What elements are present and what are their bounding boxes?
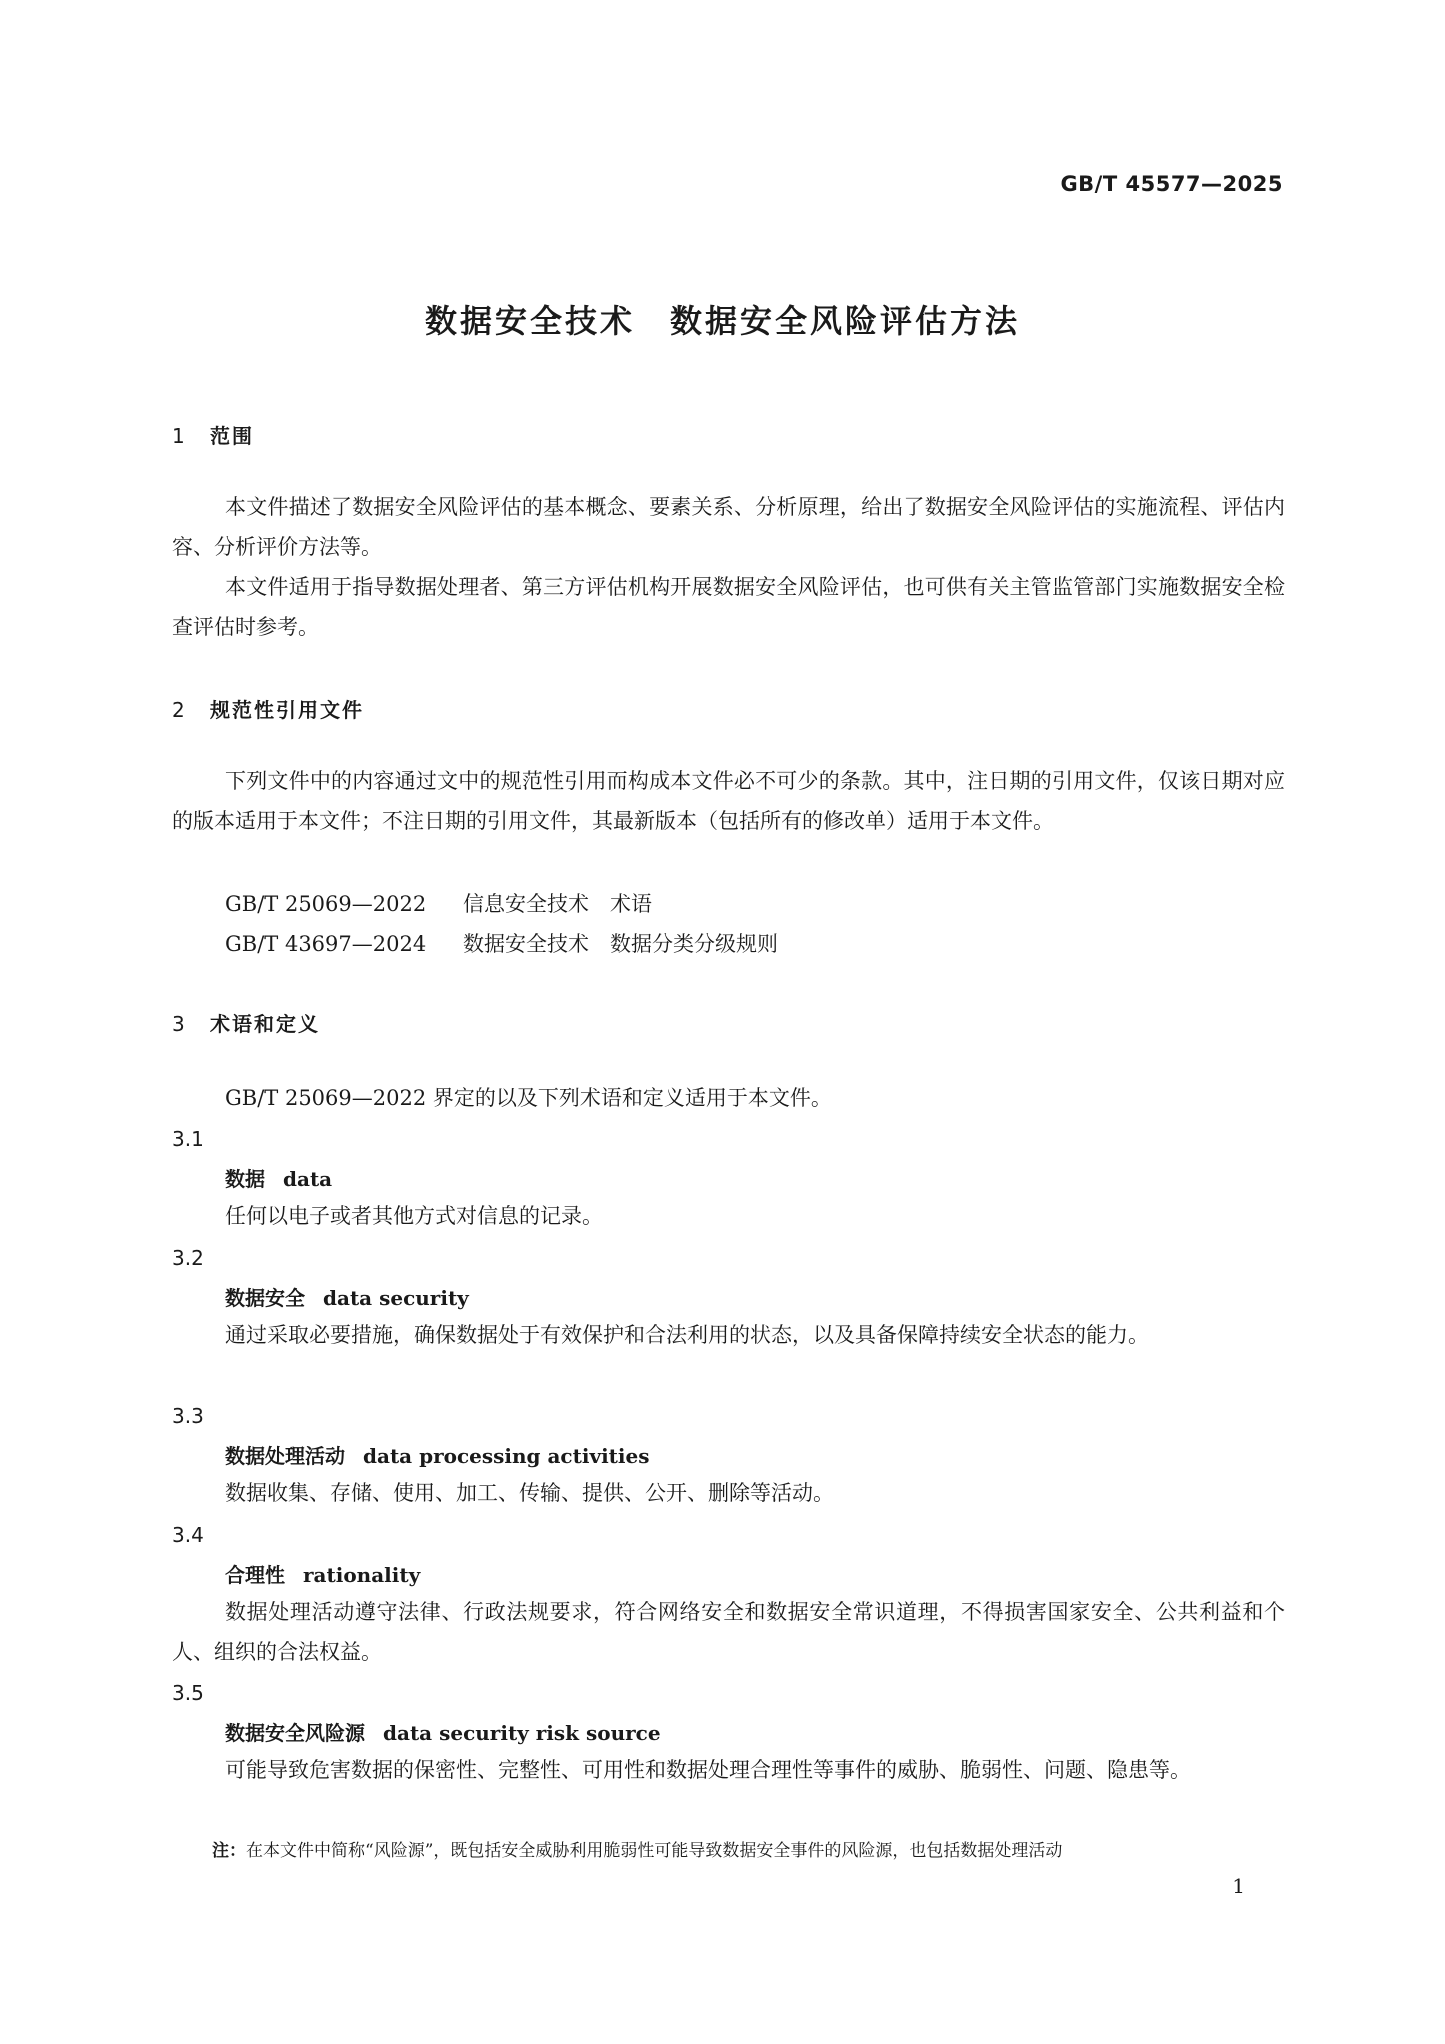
section-title: 术语和定义 [210, 1012, 320, 1036]
terms-intro: GB/T 25069—2022 界定的以及下列术语和定义适用于本文件。 [225, 1086, 832, 1110]
reference-item [225, 928, 778, 958]
document-title: 数据安全技术 数据安全风险评估方法 [424, 302, 1020, 340]
page-number: 1 [1232, 1874, 1245, 1898]
references-paragraph [172, 761, 1285, 841]
reference-item [225, 888, 652, 918]
definition-text: 通过采取必要措施，确保数据处于有效保护和合法利用的状态，以及具备保障持续安全状态的能力。 [225, 1323, 1149, 1347]
term-zh: 数据处理活动 [225, 1444, 345, 1468]
note [212, 1836, 1285, 1861]
reference-title: 数据安全技术 数据分类分级规则 [463, 932, 778, 956]
term-number: 3.3 [172, 1404, 204, 1428]
section-number: 3 [172, 1012, 187, 1036]
term-zh: 数据安全风险源 [225, 1721, 365, 1745]
term-definition [172, 1592, 1285, 1672]
note-label: 注： [212, 1841, 246, 1861]
section-number: 2 [172, 698, 187, 722]
paragraph: 本文件适用于指导数据处理者、第三方评估机构开展数据安全风险评估，也可供有关主管监管部门实施数据安全检查评估时参考。 [172, 575, 1285, 639]
reference-code: GB/T 43697—2024 [225, 932, 427, 956]
term-number: 3.5 [172, 1681, 204, 1705]
section-heading-normative-references [172, 694, 364, 723]
paragraph: 本文件描述了数据安全风险评估的基本概念、要素关系、分析原理，给出了数据安全风险评估的实施流程、评估内容、分析评价方法等。 [172, 495, 1285, 559]
section-heading-scope [172, 420, 254, 449]
term-name [225, 1559, 420, 1588]
term-en: data [283, 1167, 333, 1191]
term-name [225, 1717, 661, 1746]
term-en: data processing activities [363, 1444, 650, 1468]
note-text: 在本文件中简称“风险源”，既包括安全威胁利用脆弱性可能导致数据安全事件的风险源，也包括数据处理活动 [246, 1841, 1063, 1861]
term-number: 3.2 [172, 1246, 204, 1270]
term-zh: 合理性 [225, 1563, 285, 1587]
term-definition [172, 1750, 1285, 1790]
term-zh: 数据安全 [225, 1286, 305, 1310]
definition-text: 可能导致危害数据的保密性、完整性、可用性和数据处理合理性等事件的威胁、脆弱性、问题、隐患等。 [225, 1758, 1191, 1782]
term-number: 3.1 [172, 1127, 204, 1151]
term-number: 3.4 [172, 1523, 204, 1547]
term-definition [172, 1473, 1285, 1513]
term-zh: 数据 [225, 1167, 265, 1191]
reference-code: GB/T 25069—2022 [225, 892, 427, 916]
term-en: data security [323, 1286, 469, 1310]
definition-text: 数据收集、存储、使用、加工、传输、提供、公开、删除等活动。 [225, 1481, 834, 1505]
term-definition [172, 1315, 1285, 1355]
term-name [225, 1163, 332, 1192]
scope-paragraphs [172, 487, 1285, 647]
reference-title: 信息安全技术 术语 [463, 892, 652, 916]
term-definition [172, 1196, 1285, 1236]
definition-text: 数据处理活动遵守法律、行政法规要求，符合网络安全和数据安全常识道理，不得损害国家安全、公共利益和个人、组织的合法权益。 [172, 1600, 1285, 1664]
paragraph: 下列文件中的内容通过文中的规范性引用而构成本文件必不可少的条款。其中，注日期的引用文件，仅该日期对应的版本适用于本文件；不注日期的引用文件，其最新版本（包括所有的修改单）适用于本文件。 [172, 769, 1285, 833]
section-heading-terms [172, 1008, 320, 1037]
section-number: 1 [172, 424, 187, 448]
term-en: rationality [303, 1563, 421, 1587]
section-title: 范围 [210, 424, 254, 448]
definition-text: 任何以电子或者其他方式对信息的记录。 [225, 1204, 603, 1228]
standard-number: GB/T 45577—2025 [1060, 172, 1283, 196]
section-title: 规范性引用文件 [210, 698, 364, 722]
term-en: data security risk source [383, 1721, 661, 1745]
term-name [225, 1282, 469, 1311]
term-name [225, 1440, 649, 1469]
